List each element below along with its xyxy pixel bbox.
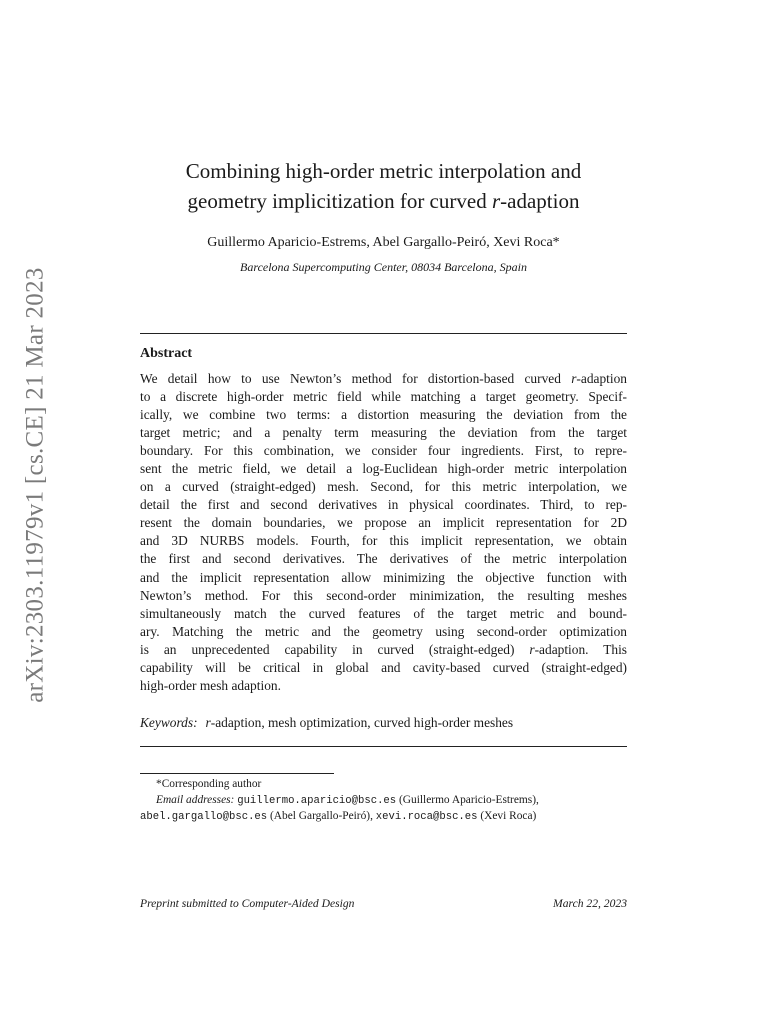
arxiv-stamp: [14, 267, 58, 703]
abstract-line: boundary. For this combination, we consider four ingredients. First, to repre-: [140, 443, 627, 459]
email-name-gargallo: (Abel Gargallo-Peiró),: [270, 810, 373, 822]
email-name-aparicio: (Guillermo Aparicio-Estrems),: [399, 793, 539, 806]
footer-preprint-note: Preprint submitted to Computer-Aided Design: [140, 897, 355, 910]
keywords-label: Keywords:: [140, 715, 198, 730]
abstract-body: [140, 370, 627, 695]
abstract-line: high-order mesh adaption.: [140, 677, 281, 693]
footer-date: March 22, 2023: [553, 897, 627, 910]
keywords-text: r-adaption, mesh optimization, curved high-order meshes: [205, 715, 514, 730]
abstract-line: Newton’s method. For this second-order minimization, the resulting meshes: [140, 587, 627, 603]
abstract-line: on a curved (straight-edged) mesh. Second, for this metric interpolation, we: [140, 479, 627, 495]
abstract-line: ary. Matching the metric and the geometry using second-order optimization: [140, 623, 627, 639]
abstract-line: and 3D NURBS models. Fourth, for this implicit representation, we obtain: [140, 533, 627, 549]
abstract-bottom-rule: [140, 746, 627, 747]
footnote: [140, 777, 627, 826]
abstract-line: and the implicit representation allow minimizing the objective function with: [140, 569, 627, 585]
abstract-line: ically, we combine two terms: a distortion measuring the deviation from the: [140, 407, 627, 423]
abstract-top-rule: [140, 333, 627, 334]
email-link-roca[interactable]: xevi.roca@bsc.es: [375, 811, 478, 823]
footnote-emails-line-1: [140, 793, 627, 810]
title-line-1: Combining high-order metric interpolation and: [185, 159, 582, 183]
title-line-2-start: geometry implicitization for curved: [187, 189, 492, 213]
abstract-line: the first and second derivatives. The derivatives of the metric interpolation: [140, 551, 627, 567]
abstract-heading: Abstract: [140, 346, 193, 361]
title-line-2: [140, 186, 627, 216]
abstract-line: to a discrete high-order metric field while matching a target geometry. Specif-: [140, 389, 627, 405]
abstract-line: We detail how to use Newton’s method for distortion-based curved r-adaption: [140, 371, 627, 386]
footnote-emails-line-2: [140, 809, 627, 826]
title-italic-r: r: [491, 189, 501, 213]
footnote-rule: [140, 773, 334, 774]
arxiv-stamp-text: arXiv:2303.11979v1 [cs.CE] 21 Mar 2023: [22, 267, 50, 703]
abstract-line: is an unprecedented capability in curved (straight-edged) r-adaption. This: [140, 641, 628, 657]
email-name-roca: (Xevi Roca): [480, 810, 537, 822]
abstract-line: capability will be critical in global and cavity-based curved (straight-edged): [140, 659, 627, 675]
email-addresses-label: Email addresses:: [156, 793, 235, 806]
title-line-2-end: -adaption: [500, 189, 580, 213]
paper-title: [140, 156, 627, 216]
abstract-line: sent the metric field, we detail a log-Euclidean high-order metric interpolation: [140, 461, 627, 477]
abstract-line: target metric; and a penalty term measuring the deviation from the target: [140, 425, 627, 441]
affiliation: Barcelona Supercomputing Center, 08034 Barcelona, Spain: [240, 260, 527, 274]
abstract-line: simultaneously match the curved features of the target metric and bound-: [140, 605, 627, 621]
author-list: Guillermo Aparicio-Estrems, Abel Gargallo-Peiró, Xevi Roca*: [207, 235, 560, 250]
email-link-gargallo[interactable]: abel.gargallo@bsc.es: [140, 811, 268, 823]
abstract-line: detail the first and second derivatives in physical coordinates. Third, to rep-: [140, 497, 627, 513]
abstract-line: resent the domain boundaries, we propose an implicit representation for 2D: [140, 515, 627, 531]
email-link-aparicio[interactable]: guillermo.aparicio@bsc.es: [237, 794, 397, 807]
footnote-corresponding: *Corresponding author: [156, 778, 262, 790]
keywords: [140, 714, 627, 732]
page-footer: [140, 896, 627, 911]
